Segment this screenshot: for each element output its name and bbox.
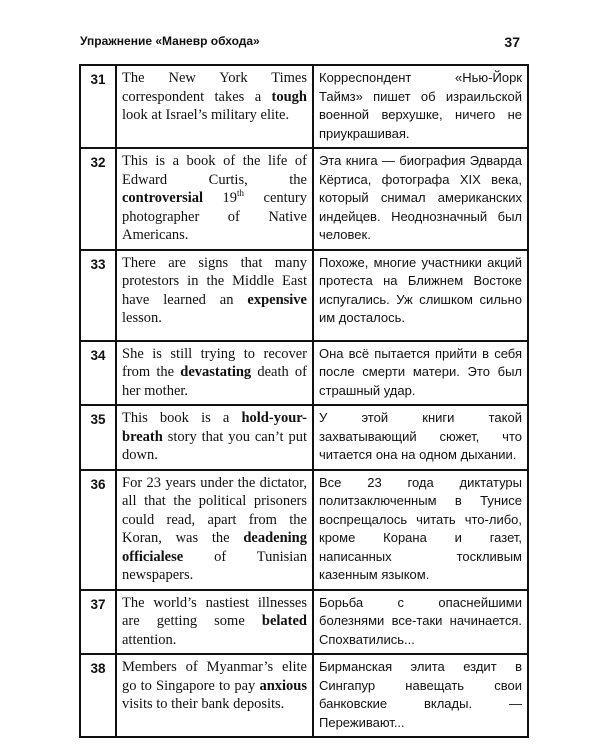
exercise-table (79, 64, 529, 738)
item-number: 31 (80, 65, 116, 148)
key-word: belated (261, 613, 307, 629)
russian-translation: Эта книга — биография Эдварда Кёртиса, фотографа XIX века, который снимал американских индейцев. Неоднозначный был человек. (313, 148, 528, 250)
table-row (80, 405, 528, 470)
key-word: tough (271, 88, 307, 105)
key-word: devastating (180, 364, 252, 380)
chapter-title: Упражнение «Маневр обхода» (80, 34, 260, 48)
key-word: hold-your-breath (122, 410, 307, 445)
table-row (80, 341, 528, 406)
english-sentence: Members of Myanmar’s elite go to Singapore to pay anxious visits to their bank deposits. (116, 654, 313, 737)
russian-translation: Борьба с опаснейшими болезнями все-таки начинается. Спохватились... (313, 590, 528, 655)
key-word: controversial (122, 190, 204, 206)
russian-translation: Похоже, многие участники акций протеста на Ближнем Востоке испугались. Уж слишком сильно им досталось. (313, 250, 528, 341)
english-sentence: For 23 years under the dictator, all that the political prisoners could read, apart from the Koran, was the deadening officialese of Tunisian newspapers. (116, 470, 313, 590)
table-row (80, 470, 528, 590)
item-number: 32 (80, 148, 116, 250)
table-row (80, 590, 528, 655)
russian-translation: Она всё пытается прийти в себя после смерти матери. Это был страшный удар. (313, 341, 528, 406)
key-word: anxious (259, 677, 307, 694)
item-number: 33 (80, 250, 116, 341)
table-row (80, 148, 528, 250)
english-sentence: The New York Times correspondent takes a tough look at Israel’s military elite. (116, 65, 313, 148)
item-number: 37 (80, 590, 116, 655)
english-sentence: This is a book of the life of Edward Curtis, the controversial 19th century photographer of Native Americans. (116, 148, 313, 250)
russian-translation: У этой книги такой захватывающий сюжет, что читается она на одном дыхании. (313, 405, 528, 470)
table-row (80, 250, 528, 341)
english-sentence: There are signs that many protestors in the Middle East have learned an expensive lesson. (116, 250, 313, 341)
page-number: 37 (504, 34, 520, 50)
item-number: 34 (80, 341, 116, 406)
english-sentence: The world’s nastiest illnesses are getting some belated attention. (116, 590, 313, 655)
table-row (80, 654, 528, 737)
item-number: 35 (80, 405, 116, 470)
russian-translation: Корреспондент «Нью-Йорк Таймз» пишет об израильской военной верхушке, ничего не приукрашивая. (313, 65, 528, 148)
running-head (80, 34, 520, 52)
item-number: 38 (80, 654, 116, 737)
russian-translation: Все 23 года диктатуры политзаключенным в Тунисе воспрещалось читать что-либо, кроме Корана и газет, написанных тоскливым казенным языком. (313, 470, 528, 590)
key-word: deadening officialese (122, 530, 307, 565)
table-row (80, 65, 528, 148)
key-word: expensive (247, 291, 307, 308)
english-sentence: This book is a hold-your-breath story that you can’t put down. (116, 405, 313, 470)
english-sentence: She is still trying to recover from the devastating death of her mother. (116, 341, 313, 406)
russian-translation: Бирманская элита ездит в Сингапур навещать свои банковские вклады. — Переживают... (313, 654, 528, 737)
item-number: 36 (80, 470, 116, 590)
